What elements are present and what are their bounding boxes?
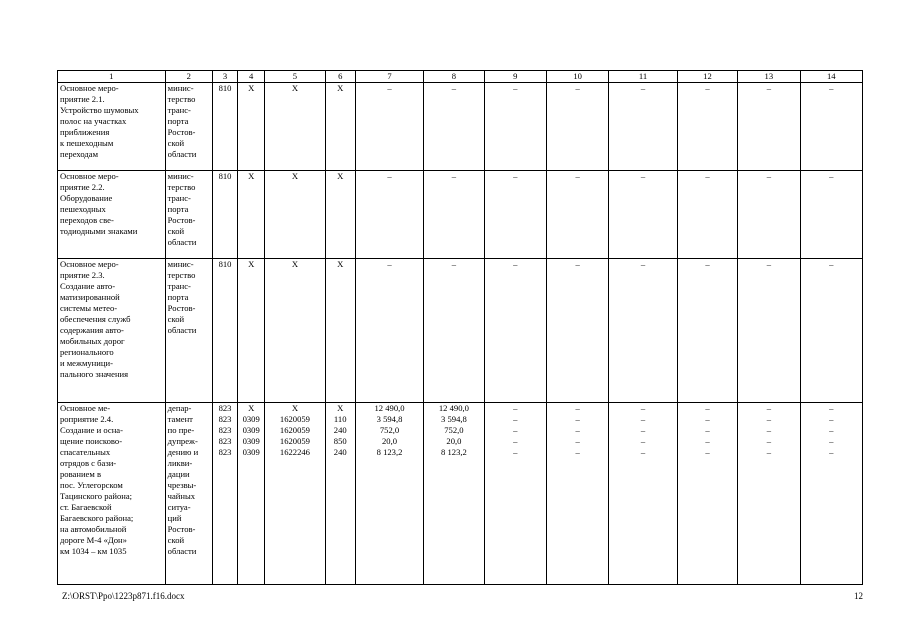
- cell-line: 1622246: [279, 447, 310, 457]
- table-cell-col-12: [677, 403, 737, 585]
- cell-line: Ростов-: [167, 303, 196, 313]
- cell-line: по пре-: [167, 425, 195, 435]
- table-cell-col-13: [738, 259, 800, 403]
- cell-line: –: [451, 171, 457, 181]
- table-cell-col-7: [355, 403, 423, 585]
- cell-line: –: [513, 436, 518, 446]
- cell-line: –: [513, 425, 518, 435]
- cell-line: –: [387, 171, 392, 181]
- cell-line: порта: [167, 292, 189, 302]
- cell-line: 0309: [242, 414, 260, 424]
- cell-line: тамент: [167, 414, 193, 424]
- cell-line: Х: [291, 171, 299, 181]
- cell-line: –: [705, 403, 710, 413]
- cell-line: –: [705, 414, 710, 424]
- cell-line: минис-: [167, 83, 194, 93]
- cell-line: –: [387, 83, 392, 93]
- column-header-12: 12: [677, 71, 737, 83]
- cell-line: депар-: [167, 403, 192, 413]
- table-cell-col-6: [325, 171, 355, 259]
- table-cell-col-6: [325, 403, 355, 585]
- table-cell-col-14: [800, 259, 862, 403]
- cell-line: пешеходных: [60, 204, 106, 214]
- cell-line: –: [705, 436, 710, 446]
- cell-line: области: [167, 149, 197, 159]
- cell-line: минис-: [167, 259, 194, 269]
- cell-line: Основное меро-: [60, 171, 119, 181]
- table-cell-col-11: [609, 259, 677, 403]
- cell-line: ской: [167, 314, 185, 324]
- column-header-3: 3: [212, 71, 237, 83]
- cell-line: –: [575, 171, 580, 181]
- table-cell-col-8: [424, 171, 484, 259]
- cell-line: Оборудование: [60, 193, 113, 203]
- table-cell-col-11: [609, 403, 677, 585]
- cell-line: транс-: [167, 281, 191, 291]
- cell-line: области: [167, 546, 197, 556]
- table-cell-col-9: [484, 403, 546, 585]
- cell-line: 810: [218, 171, 232, 181]
- column-header-1: 1: [58, 71, 166, 83]
- cell-line: системы метео-: [60, 303, 118, 313]
- table-cell-col-5: [265, 171, 325, 259]
- cell-line: ст. Багаевской: [60, 502, 112, 512]
- cell-line: обеспечения служб: [60, 314, 131, 324]
- cell-line: полос на участках: [60, 116, 127, 126]
- cell-line: –: [640, 171, 646, 181]
- table-cell-col-4: [238, 171, 265, 259]
- table-cell-col-5: [265, 83, 325, 171]
- column-header-8: 8: [424, 71, 484, 83]
- cell-line: приятие 2.3.: [60, 270, 105, 280]
- cell-line: отрядов с бази-: [60, 458, 117, 468]
- cell-line: регионального: [60, 347, 114, 357]
- cell-line: терство: [167, 182, 196, 192]
- cell-line: к пешеходным: [60, 138, 114, 148]
- budget-table: [57, 70, 863, 585]
- cell-line: Создание авто-: [60, 281, 116, 291]
- table-cell-col-3: [212, 171, 237, 259]
- cell-line: Х: [248, 83, 255, 93]
- table-cell-col-13: [738, 403, 800, 585]
- cell-line: порта: [167, 204, 189, 214]
- page-number: 12: [854, 591, 863, 601]
- table-cell-col-9: [484, 83, 546, 171]
- table-cell-col-3: [212, 259, 237, 403]
- cell-line: –: [829, 436, 834, 446]
- cell-line: дению и: [167, 447, 199, 457]
- cell-line: –: [451, 259, 457, 269]
- cell-line: 3 594,8: [441, 414, 467, 424]
- cell-line: –: [575, 436, 580, 446]
- cell-line: –: [705, 259, 710, 269]
- table-cell-col-10: [546, 83, 608, 171]
- cell-line: Х: [248, 403, 255, 413]
- cell-line: 823: [218, 447, 232, 457]
- cell-line: минис-: [167, 171, 194, 181]
- cell-line: –: [766, 259, 771, 269]
- column-header-9: 9: [484, 71, 546, 83]
- cell-line: –: [829, 83, 834, 93]
- cell-line: Х: [337, 83, 344, 93]
- cell-line: –: [705, 425, 710, 435]
- cell-line: 1620059: [279, 414, 310, 424]
- cell-line: мобильных дорог: [60, 336, 125, 346]
- cell-line: 1620059: [279, 436, 310, 446]
- cell-line: переходов све-: [60, 215, 114, 225]
- table-cell-col-6: [325, 259, 355, 403]
- cell-line: Х: [291, 83, 299, 93]
- table-cell-col-1: [58, 403, 166, 585]
- cell-line: –: [575, 447, 580, 457]
- table-row: [58, 171, 863, 259]
- cell-line: –: [829, 171, 834, 181]
- cell-line: дации: [167, 469, 190, 479]
- table-cell-col-1: [58, 171, 166, 259]
- table-cell-col-10: [546, 403, 608, 585]
- cell-line: 810: [218, 83, 232, 93]
- cell-line: –: [640, 425, 646, 435]
- cell-line: 3 594,8: [376, 414, 403, 424]
- cell-line: Х: [248, 259, 255, 269]
- cell-line: –: [387, 259, 392, 269]
- table-row: [58, 259, 863, 403]
- table-cell-col-1: [58, 83, 166, 171]
- cell-line: 20,0: [382, 436, 398, 446]
- cell-line: чайных: [167, 491, 196, 501]
- table-cell-col-13: [738, 171, 800, 259]
- table-cell-col-12: [677, 259, 737, 403]
- cell-line: –: [766, 83, 771, 93]
- cell-line: матизированной: [60, 292, 120, 302]
- cell-line: –: [766, 171, 771, 181]
- cell-line: ской: [167, 226, 185, 236]
- cell-line: 1620059: [279, 425, 310, 435]
- table-cell-col-2: [165, 259, 212, 403]
- cell-line: транс-: [167, 105, 191, 115]
- cell-line: –: [640, 259, 646, 269]
- table-row: [58, 83, 863, 171]
- table-cell-col-14: [800, 403, 862, 585]
- header-row: [58, 71, 863, 83]
- column-header-2: 2: [165, 71, 212, 83]
- cell-line: –: [640, 83, 646, 93]
- cell-line: тодиодными знаками: [60, 226, 138, 236]
- table-cell-col-12: [677, 171, 737, 259]
- cell-line: Ростов-: [167, 127, 196, 137]
- column-header-5: 5: [265, 71, 325, 83]
- cell-line: пос. Углегорском: [60, 480, 123, 490]
- table-cell-col-8: [424, 259, 484, 403]
- column-header-13: 13: [738, 71, 800, 83]
- table-cell-col-4: [238, 83, 265, 171]
- table-cell-col-8: [424, 403, 484, 585]
- cell-line: области: [167, 237, 197, 247]
- table-cell-col-11: [609, 83, 677, 171]
- cell-line: терство: [167, 270, 196, 280]
- cell-line: 823: [218, 425, 232, 435]
- table-cell-col-7: [355, 259, 423, 403]
- cell-line: –: [829, 414, 834, 424]
- cell-line: 8 123,2: [441, 447, 467, 457]
- table-cell-col-10: [546, 171, 608, 259]
- cell-line: области: [167, 325, 197, 335]
- table-cell-col-7: [355, 83, 423, 171]
- cell-line: 823: [218, 403, 232, 413]
- table-cell-col-2: [165, 403, 212, 585]
- cell-line: Основное ме-: [60, 403, 111, 413]
- cell-line: ситуа-: [167, 502, 191, 512]
- cell-line: переходам: [60, 149, 99, 159]
- table-cell-col-5: [265, 403, 325, 585]
- table-cell-col-9: [484, 259, 546, 403]
- cell-line: транс-: [167, 193, 191, 203]
- cell-line: –: [705, 447, 710, 457]
- cell-line: спасательных: [60, 447, 111, 457]
- cell-line: приятие 2.1.: [60, 94, 105, 104]
- cell-line: –: [766, 403, 771, 413]
- table-cell-col-7: [355, 171, 423, 259]
- cell-line: –: [513, 83, 518, 93]
- cell-line: на автомобильной: [60, 524, 127, 534]
- cell-line: –: [640, 414, 646, 424]
- cell-line: 0309: [242, 447, 260, 457]
- table-cell-col-14: [800, 171, 862, 259]
- cell-line: –: [705, 171, 710, 181]
- table-cell-col-3: [212, 403, 237, 585]
- cell-line: пального значения: [60, 369, 129, 379]
- cell-line: –: [513, 403, 518, 413]
- cell-line: –: [766, 425, 771, 435]
- cell-line: Х: [337, 259, 344, 269]
- cell-line: –: [513, 259, 518, 269]
- cell-line: роприятие 2.4.: [60, 414, 114, 424]
- table-cell-col-8: [424, 83, 484, 171]
- cell-line: 240: [333, 447, 347, 457]
- cell-line: –: [575, 414, 580, 424]
- cell-line: –: [513, 171, 518, 181]
- cell-line: –: [640, 447, 646, 457]
- table-cell-col-2: [165, 83, 212, 171]
- cell-line: Х: [291, 259, 299, 269]
- cell-line: –: [640, 403, 646, 413]
- cell-line: чрезвы-: [167, 480, 197, 490]
- cell-line: рованием в: [60, 469, 102, 479]
- cell-line: терство: [167, 94, 196, 104]
- cell-line: –: [575, 425, 580, 435]
- cell-line: –: [829, 259, 834, 269]
- cell-line: 12 490,0: [374, 403, 405, 413]
- cell-line: Х: [248, 171, 255, 181]
- cell-line: –: [513, 414, 518, 424]
- cell-line: 752,0: [444, 425, 464, 435]
- cell-line: Ростов-: [167, 215, 196, 225]
- cell-line: 810: [218, 259, 232, 269]
- cell-line: 752,0: [379, 425, 400, 435]
- column-header-6: 6: [325, 71, 355, 83]
- cell-line: –: [575, 259, 580, 269]
- cell-line: Основное меро-: [60, 83, 119, 93]
- cell-line: Устройство шумовых: [60, 105, 139, 115]
- cell-line: –: [829, 403, 834, 413]
- cell-line: Х: [337, 171, 344, 181]
- cell-line: 8 123,2: [376, 447, 403, 457]
- table-cell-col-11: [609, 171, 677, 259]
- cell-line: Создание и осна-: [60, 425, 123, 435]
- cell-line: Ростов-: [167, 524, 196, 534]
- cell-line: –: [829, 425, 834, 435]
- cell-line: 0309: [242, 425, 260, 435]
- cell-line: 12 490,0: [438, 403, 469, 413]
- cell-line: содержания авто-: [60, 325, 124, 335]
- cell-line: приближения: [60, 127, 110, 137]
- cell-line: Х: [337, 403, 344, 413]
- cell-line: –: [575, 403, 580, 413]
- cell-line: –: [829, 447, 834, 457]
- cell-line: км 1034 – км 1035: [60, 546, 127, 556]
- cell-line: дороге М-4 «Дон»: [60, 535, 127, 545]
- cell-line: –: [451, 83, 457, 93]
- table-cell-col-4: [238, 403, 265, 585]
- cell-line: 240: [333, 425, 347, 435]
- cell-line: приятие 2.2.: [60, 182, 105, 192]
- column-header-14: 14: [800, 71, 862, 83]
- cell-line: 850: [333, 436, 347, 446]
- cell-line: ской: [167, 138, 185, 148]
- cell-line: Тацинского района;: [60, 491, 133, 501]
- cell-line: порта: [167, 116, 189, 126]
- cell-line: и межмуници-: [60, 358, 113, 368]
- table-cell-col-10: [546, 259, 608, 403]
- cell-line: дупреж-: [167, 436, 198, 446]
- cell-line: Основное меро-: [60, 259, 119, 269]
- table-cell-col-3: [212, 83, 237, 171]
- column-header-4: 4: [238, 71, 265, 83]
- table-cell-col-13: [738, 83, 800, 171]
- table-cell-col-12: [677, 83, 737, 171]
- cell-line: –: [513, 447, 518, 457]
- cell-line: 20,0: [446, 436, 462, 446]
- cell-line: –: [640, 436, 646, 446]
- table-cell-col-4: [238, 259, 265, 403]
- table-row: [58, 403, 863, 585]
- column-header-11: 11: [609, 71, 677, 83]
- cell-line: –: [766, 447, 771, 457]
- cell-line: 823: [218, 414, 232, 424]
- cell-line: 110: [333, 414, 347, 424]
- table-cell-col-6: [325, 83, 355, 171]
- cell-line: ской: [167, 535, 185, 545]
- table-cell-col-1: [58, 259, 166, 403]
- cell-line: –: [575, 83, 580, 93]
- cell-line: –: [705, 83, 710, 93]
- table-cell-col-2: [165, 171, 212, 259]
- cell-line: –: [766, 436, 771, 446]
- cell-line: ликви-: [167, 458, 193, 468]
- cell-line: Багаевского района;: [60, 513, 134, 523]
- cell-line: щение поисково-: [60, 436, 123, 446]
- cell-line: –: [766, 414, 771, 424]
- column-header-10: 10: [546, 71, 608, 83]
- cell-line: 823: [218, 436, 232, 446]
- cell-line: 0309: [242, 436, 260, 446]
- table-cell-col-14: [800, 83, 862, 171]
- cell-line: ций: [167, 513, 182, 523]
- column-header-7: 7: [355, 71, 423, 83]
- table-cell-col-5: [265, 259, 325, 403]
- cell-line: Х: [291, 403, 299, 413]
- document-path: Z:\ORST\Ppo\1223p871.f16.docx: [62, 591, 185, 601]
- table-cell-col-9: [484, 171, 546, 259]
